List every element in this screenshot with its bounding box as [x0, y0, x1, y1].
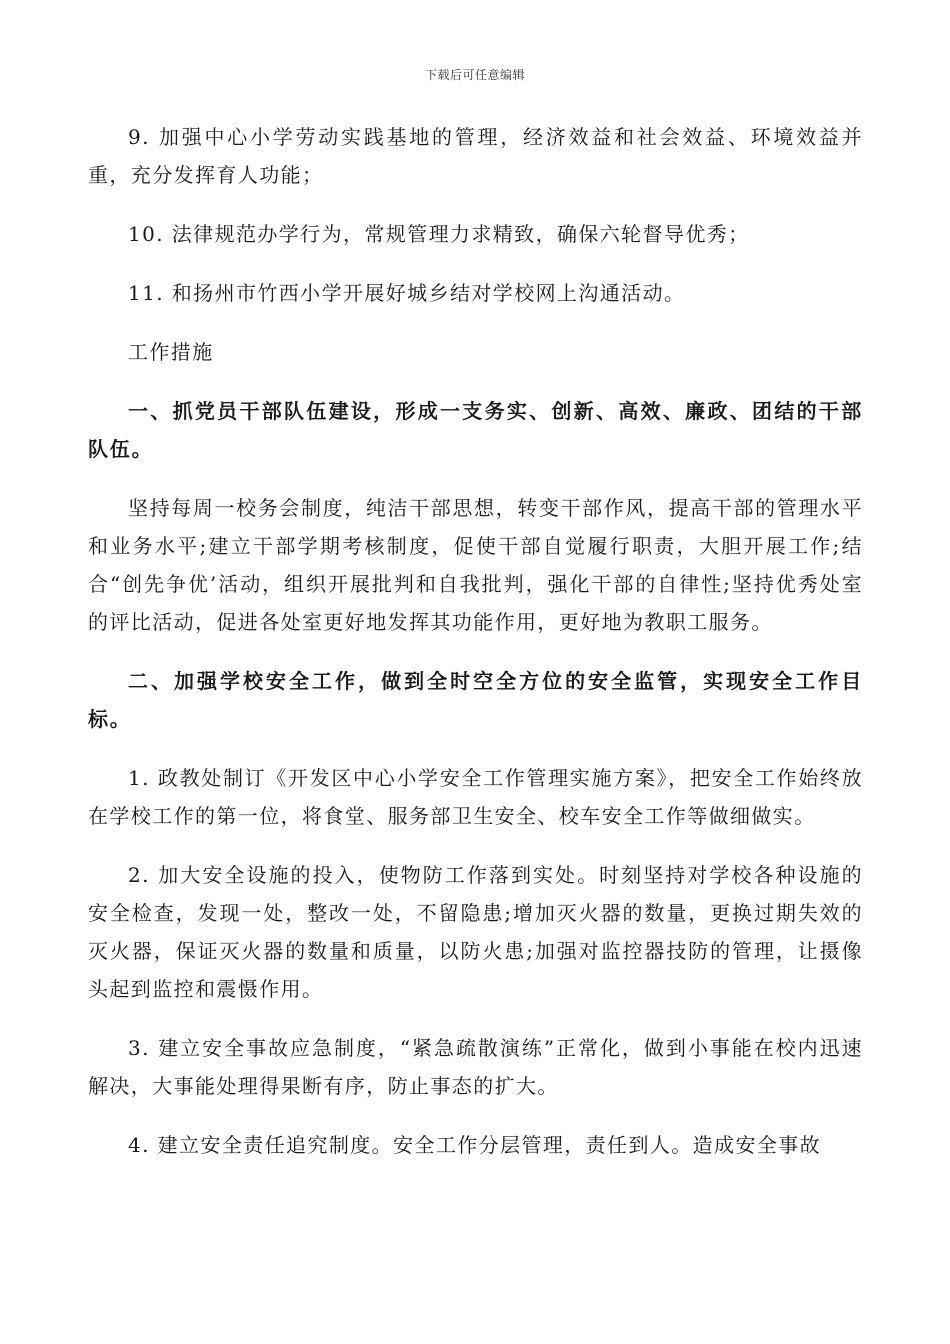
section-heading-2: 二、加强学校安全工作，做到全时空全方位的安全监管，实现安全工作目标。 [88, 669, 863, 731]
section2-item-1: 1. 政教处制订《开发区中心小学安全工作管理实施方案》，把安全工作始终放在学校工作的第一位，将食堂、服务部卫生安全、校车安全工作等做细做实。 [88, 766, 863, 828]
paragraph-item-9: 9. 加强中心小学劳动实践基地的管理，经济效益和社会效益、环境效益并重，充分发挥育人功能； [88, 125, 863, 187]
section-title-measures: 工作措施 [128, 340, 214, 364]
section2-item-3: 3. 建立安全事故应急制度，“紧急疏散演练”正常化，做到小事能在校内迅速解决，大事能处理得果断有序，防止事态的扩大。 [88, 1036, 863, 1098]
page-header-note: 下载后可任意编辑 [424, 68, 525, 82]
section-body-1: 坚持每周一校务会制度，纯洁干部思想，转变干部作风，提高干部的管理水平和业务水平;建立干部学期考核制度，促使干部自觉履行职责，大胆开展工作;结合“创先争优’活动，组织开展批判和自我批判，强化干部的自律性;坚持优秀处室的评比活动，促进各处室更好地发挥其功能作用，更好地为教职工服务。 [88, 496, 863, 634]
section2-item-4: 4. 建立安全责任追究制度。安全工作分层管理，责任到人。造成安全事故 [128, 1133, 822, 1157]
paragraph-item-10: 10. 法律规范办学行为，常规管理力求精致，确保六轮督导优秀； [128, 222, 750, 246]
section-heading-1: 一、抓党员干部队伍建设，形成一支务实、创新、高效、廉政、团结的干部队伍。 [88, 399, 863, 461]
document-body [88, 118, 863, 1164]
paragraph-item-11: 11. 和扬州市竹西小学开展好城乡结对学校网上沟通活动。 [128, 281, 686, 305]
section2-item-2: 2. 加大安全设施的投入，使物防工作落到实处。时刻坚持对学校各种设施的安全检查，发现一处，整改一处，不留隐患;增加灭火器的数量，更换过期失效的灭火器，保证灭火器的数量和质量，以防火患;加强对监控器技防的管理，让摄像头起到监控和震慑作用。 [88, 863, 863, 1001]
